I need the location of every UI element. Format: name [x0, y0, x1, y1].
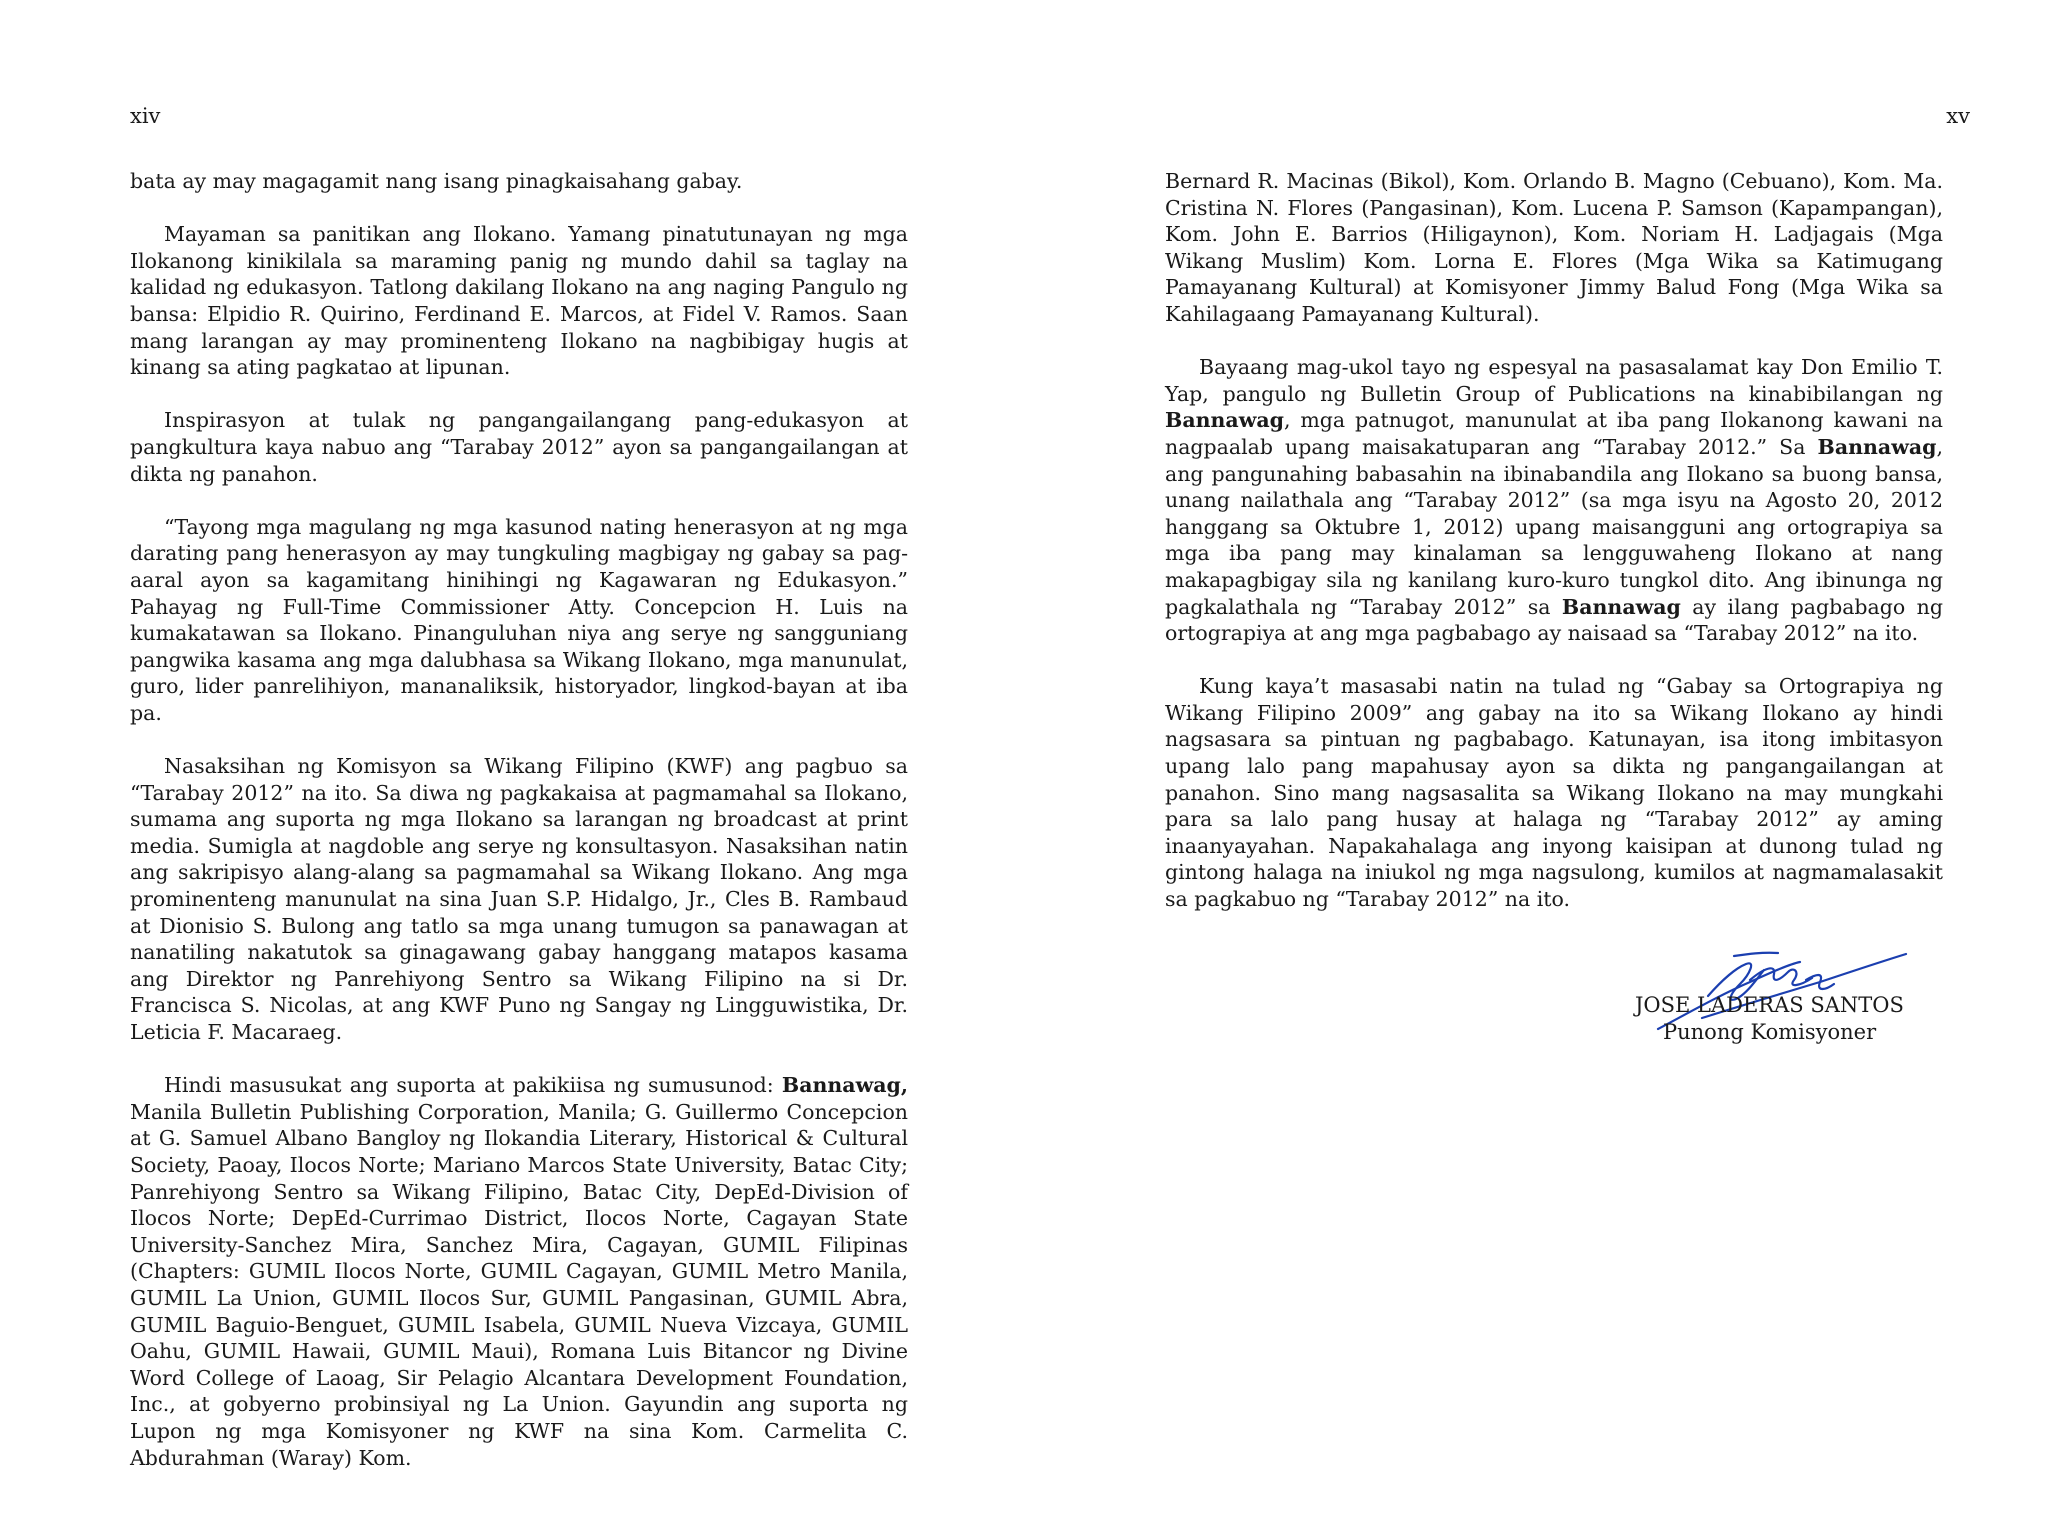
paragraph-text: , mga patnugot, manunulat at iba pang Ilokanong kawani na nagpaalab upang maisakatuparan ang “Tarabay 2012.” Sa	[1165, 408, 1943, 459]
paragraph-text: Nasaksihan ng Komisyon sa Wikang Filipino (KWF) ang pagbuo sa “Tarabay 2012” na ito. Sa diwa ng pagkakaisa at pagmamahal sa Ilokano, sumama ang suporta ng mga Ilokano sa larangan ng broadcast at print media. Sumigla at nagdoble ang serye ng konsultasyon. Nasaksihan natin ang sakripisyo alang-alang sa pagmamahal sa Wikang Ilokano. Ang mga prominenteng manunulat na sina Juan S.P. Hidalgo, Jr., Cles B. Rambaud at Dionisio S. Bulong ang tatlo sa mga unang tumugon sa panawagan at nanatiling nakatutok sa ginagawang gabay hanggang matapos kasama ang Direktor ng Panrehiyong Sentro sa Wikang Filipino na si Dr. Francisca S. Nicolas, at ang KWF Puno ng Sangay ng Lingguwistika, Dr. Leticia F. Macaraeg.	[130, 754, 908, 1044]
paragraph-2	[1165, 354, 1943, 647]
paragraph-3	[1165, 673, 1943, 912]
bold-publication-name: Bannawag	[1561, 594, 1681, 619]
paragraph-text: ay ilang pagbabago ng ortograpiya at ang mga pagbabago ay naisaad sa “Tarabay 2012” na ito.	[1165, 594, 1943, 646]
paragraph-text: , ang pangunahing babasahin na ibinabandila ang Ilokano sa buong bansa, unang nailathala ang “Tarabay 2012” (sa mga isyu na Agosto 20, 2012 hanggang sa Oktubre 1, 2012) upang maisangguni ang ortograpiya sa mga iba pang may kinalaman sa lengguwaheng Ilokano at nang makapagbigay sila ng kanilang kuro-kuro tungkol dito. Ang ibinunga ng pagkalathala ng “Tarabay 2012” sa	[1165, 434, 1943, 619]
paragraph-text: Mayaman sa panitikan ang Ilokano. Yamang pinatutunayan ng mga Ilokanong kinikilala sa maraming panig ng mundo dahil sa taglay na kalidad ng edukasyon. Tatlong dakilang Ilokano na ang naging Pangulo ng bansa: Elpidio R. Quirino, Ferdinand E. Marcos, at Fidel V. Ramos. Saan mang larangan ay may prominenteng Ilokano na nagbibigay hugis at kinang sa ating pagkatao at lipunan.	[130, 222, 908, 380]
paragraph-text: Kung kaya’t masasabi natin na tulad ng “Gabay sa Ortograpiya ng Wikang Filipino 2009” ang gabay na ito sa Wikang Ilokano ay hindi nagsasara sa pintuan ng pagbabago. Katunayan, isa itong imbitasyon upang lalo pang mapahusay ayon sa dikta ng pangangailangan at panahon. Sino mang nagsasalita sa Wikang Ilokano na may mungkahi para sa lalo pang husay at halaga ng “Tarabay 2012” ay aming inaanyayahan. Napakahalaga ang inyong kaisipan at dunong tulad ng gintong halaga na iniukol ng mga nagsulong, kumilos at nagmamalasakit sa pagkabuo ng “Tarabay 2012” na ito.	[1165, 674, 1943, 912]
paragraph-text: Manila Bulletin Publishing Corporation, Manila; G. Guillermo Concepcion at G. Samuel Albano Bangloy ng Ilokandia Literary, Historical & Cultural Society, Paoay, Ilocos Norte; Mariano Marcos State University, Batac City; Panrehiyong Sentro sa Wikang Filipino, Batac City, DepEd-Division of Ilocos Norte; DepEd-Currimao District, Ilocos Norte, Cagayan State University-Sanchez Mira, Sanchez Mira, Cagayan, GUMIL Filipinas (Chapters: GUMIL Ilocos Norte, GUMIL Cagayan, GUMIL Metro Manila, GUMIL La Union, GUMIL Ilocos Sur, GUMIL Pangasinan, GUMIL Abra, GUMIL Baguio-Benguet, GUMIL Isabela, GUMIL Nueva Vizcaya, GUMIL Oahu, GUMIL Hawaii, GUMIL Maui), Romana Luis Bitancor ng Divine Word College of Laoag, Sir Pelagio Alcantara Development Foundation, Inc., at gobyerno probinsiyal ng La Union. Gayundin ang suporta ng Lupon ng mga Komisyoner ng KWF na sina Kom. Carmelita C. Abdurahman (Waray) Kom.	[130, 1099, 908, 1470]
paragraph-2	[130, 221, 908, 381]
paragraph-1	[1165, 168, 1943, 328]
signature-block	[1600, 930, 1960, 1050]
left-page-body	[130, 168, 908, 1471]
paragraph-text: Hindi masusukat ang suporta at pakikiisa ng sumusunod:	[164, 1073, 782, 1098]
bold-publication-name: Bannawag,	[781, 1073, 908, 1098]
paragraph-5	[130, 753, 908, 1046]
page-number-right: xv	[1946, 104, 1970, 128]
paragraph-text: “Tayong mga magulang ng mga kasunod nating henerasyon at ng mga darating pang henerasyon ay may tungkuling magbigay ng gabay sa pag-aaral ayon sa kagamitang hinihingi ng Kagawaran ng Edukasyon.” Pahayag ng Full-Time Commissioner Atty. Concepcion H. Luis na kumakatawan sa Ilokano. Pinanguluhan niya ang serye ng sangguniang pangwika kasama ang mga dalubhasa sa Wikang Ilokano, mga manunulat, guro, lider panrelihiyon, mananaliksik, historyador, lingkod-bayan at iba pa.	[130, 514, 908, 725]
right-page-body	[1165, 168, 1943, 913]
paragraph-4	[130, 514, 908, 727]
signatory-name: JOSE LADERAS SANTOS	[1635, 993, 1904, 1017]
paragraph-text: Bernard R. Macinas (Bikol), Kom. Orlando B. Magno (Cebuano), Kom. Ma. Cristina N. Flores (Pangasinan), Kom. Lucena P. Samson (Kapampangan), Kom. John E. Barrios (Hiligaynon), Kom. Noriam H. Ladjagais (Mga Wikang Muslim) Kom. Lorna E. Flores (Mga Wika sa Katimugang Pamayanang Kultural) at Komisyoner Jimmy Balud Fong (Mga Wika sa Kahilagaang Pamayanang Kultural).	[1165, 169, 1943, 326]
paragraph-text: Bayaang mag-ukol tayo ng espesyal na pasasalamat kay Don Emilio T. Yap, pangulo ng Bulletin Group of Publications na kinabibilangan ng	[1165, 355, 1943, 406]
paragraph-3	[130, 407, 908, 487]
paragraph-6	[130, 1072, 908, 1471]
page-number-left: xiv	[130, 104, 161, 128]
bold-publication-name: Bannawag	[1165, 408, 1284, 433]
signature-strokes	[1658, 953, 1906, 1029]
paragraph-text: Inspirasyon at tulak ng pangangailangang pang-edukasyon at pangkultura kaya nabuo ang “Tarabay 2012” ayon sa pangangailangan at dikta ng panahon.	[130, 408, 908, 486]
signatory-title: Punong Komisyoner	[1663, 1020, 1877, 1044]
paragraph-1	[130, 168, 908, 195]
paragraph-text: bata ay may magagamit nang isang pinagkaisahang gabay.	[130, 169, 743, 193]
bold-publication-name: Bannawag	[1817, 434, 1937, 459]
